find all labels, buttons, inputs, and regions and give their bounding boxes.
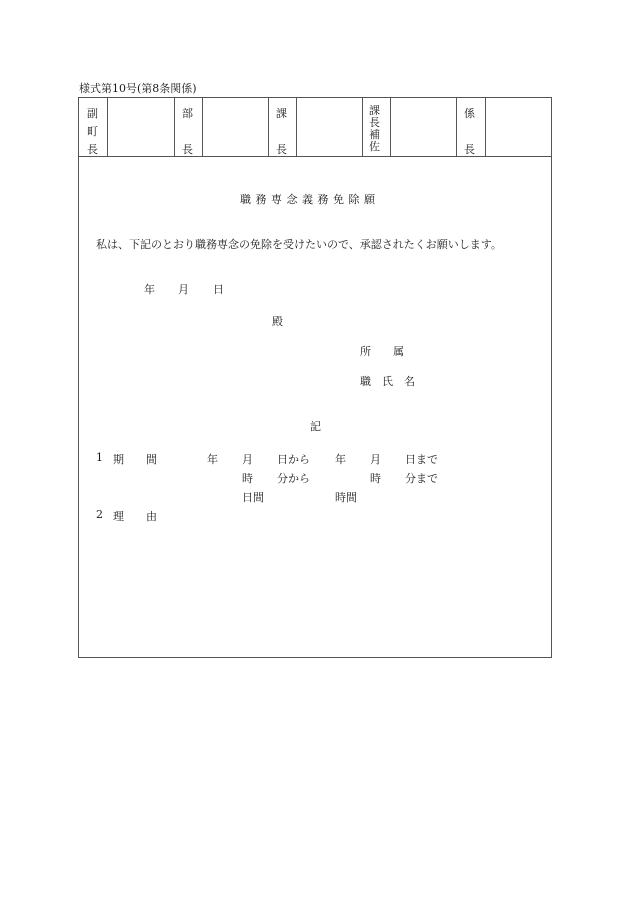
date-year-label: 年: [144, 283, 155, 296]
reason-label: 理 由: [113, 510, 157, 523]
title-department-head: 部 長: [182, 107, 193, 156]
period-end-day: 日まで: [405, 453, 438, 466]
table-divider: [485, 98, 486, 156]
period-end-minute: 分まで: [405, 472, 438, 485]
period-start-month: 月: [242, 453, 253, 466]
period-end-month: 月: [370, 453, 381, 466]
ki-heading: 記: [310, 420, 321, 433]
name-label: 職 氏 名: [360, 375, 415, 388]
period-start-year: 年: [207, 453, 218, 466]
affiliation-label: 所 属: [360, 345, 404, 358]
period-label: 期 間: [113, 453, 157, 466]
period-start-minute: 分から: [277, 472, 310, 485]
period-days: 日間: [242, 491, 264, 504]
item-number: 1: [96, 451, 103, 464]
table-divider: [202, 98, 203, 156]
approval-seal-table: [78, 97, 552, 157]
period-start-day: 日から: [277, 453, 310, 466]
table-divider: [390, 98, 391, 156]
date-day-label: 日: [213, 283, 224, 296]
request-statement: 私は、下記のとおり職務専念の免除を受けたいので、承認されたくお願いします。: [96, 238, 502, 251]
period-hours: 時間: [335, 491, 357, 504]
title-subsection-chief: 係 長: [464, 107, 475, 156]
document-title: 職 務 専 念 義 務 免 除 願: [240, 193, 376, 206]
period-start-hour: 時: [242, 472, 253, 485]
table-divider: [362, 98, 363, 156]
period-end-hour: 時: [370, 472, 381, 485]
table-divider: [107, 98, 108, 156]
title-assistant-section-chief: 課 長 補 佐: [369, 104, 380, 153]
table-divider: [296, 98, 297, 156]
item-number: 2: [96, 508, 103, 521]
title-section-chief: 課 長: [276, 107, 287, 156]
table-divider: [268, 98, 269, 156]
request-body-box: [78, 156, 552, 658]
date-month-label: 月: [178, 283, 189, 296]
form-number-label: 様式第10号(第8条関係): [79, 82, 197, 95]
period-end-year: 年: [335, 453, 346, 466]
table-divider: [174, 98, 175, 156]
table-divider: [456, 98, 457, 156]
addressee-suffix: 殿: [272, 315, 283, 328]
title-vice-mayor: 副 町 長: [87, 107, 98, 156]
